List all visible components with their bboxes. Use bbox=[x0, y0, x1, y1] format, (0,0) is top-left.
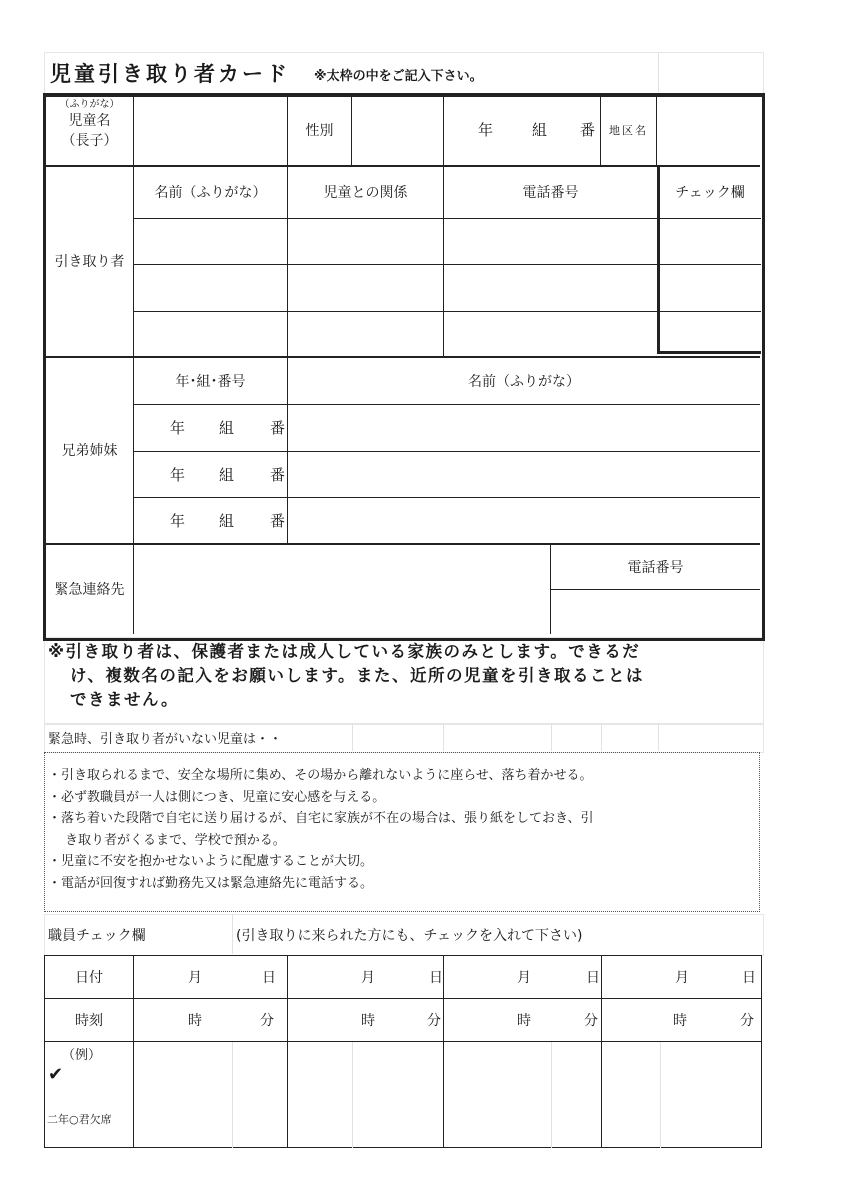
pickup-header-relation: 児童との関係 bbox=[323, 185, 408, 201]
siblings-header-class: 年･組･番号 bbox=[175, 374, 246, 390]
emergency-phone-input[interactable] bbox=[551, 590, 759, 633]
emergency-phone-label: 電話番号 bbox=[627, 560, 684, 576]
sibling-number-label: 番 bbox=[270, 511, 286, 530]
month-label: 月 bbox=[361, 970, 375, 986]
hour-label: 時 bbox=[188, 1013, 202, 1029]
sibling-class-input-3[interactable] bbox=[134, 498, 286, 542]
month-label: 月 bbox=[517, 970, 531, 986]
child-name-text: 児童名 bbox=[68, 113, 111, 129]
day-label: 日 bbox=[429, 970, 443, 986]
sibling-year-label: 年 bbox=[170, 465, 186, 484]
time-row-label: 時刻 bbox=[75, 1013, 103, 1029]
example-text: 二年○君欠席 bbox=[47, 1113, 112, 1126]
staff-check-heading: 職員チェック欄 bbox=[48, 928, 146, 944]
no-pickup-item: ・引き取られるまで、安全な場所に集め、その場から離れないように座らせ、落ち着かせる。 bbox=[48, 768, 593, 783]
sibling-number-label: 番 bbox=[270, 419, 286, 437]
pickup-check-2[interactable] bbox=[660, 265, 760, 310]
pickup-header-check: チェック欄 bbox=[675, 185, 745, 201]
district-label: 地区名 bbox=[609, 124, 648, 137]
staff-check-cell-2[interactable] bbox=[288, 1042, 442, 1147]
no-pickup-item: ・児童に不安を抱かせないように配慮することが大切。 bbox=[48, 854, 374, 869]
pickup-name-input-1[interactable] bbox=[134, 219, 286, 263]
notice-line: できません。 bbox=[70, 690, 179, 709]
class-group-label: 組 bbox=[532, 120, 548, 139]
pickup-header-phone: 電話番号 bbox=[522, 185, 579, 201]
sibling-name-input-1[interactable] bbox=[288, 405, 759, 450]
gender-label: 性別 bbox=[305, 123, 334, 139]
sibling-group-label: 組 bbox=[219, 419, 235, 437]
pickup-relation-input-3[interactable] bbox=[288, 312, 442, 355]
sibling-group-label: 組 bbox=[219, 465, 235, 484]
district-input[interactable] bbox=[657, 96, 757, 164]
notice-line: け、複数名の記入をお願いします。また、近所の児童を引き取ることは bbox=[70, 666, 645, 685]
staff-check-cell-3[interactable] bbox=[444, 1042, 600, 1147]
pickup-relation-input-2[interactable] bbox=[288, 265, 442, 310]
pickup-phone-input-3[interactable] bbox=[444, 312, 656, 355]
minute-label: 分 bbox=[260, 1013, 274, 1029]
month-label: 月 bbox=[188, 970, 202, 986]
sibling-year-label: 年 bbox=[170, 511, 186, 530]
date-row-label: 日付 bbox=[75, 970, 103, 986]
faint-divider bbox=[658, 52, 659, 92]
staff-check-cell-4[interactable] bbox=[602, 1042, 761, 1147]
emergency-contact-input[interactable] bbox=[134, 545, 549, 633]
pickup-relation-input-1[interactable] bbox=[288, 219, 442, 263]
sibling-class-input-1[interactable] bbox=[134, 405, 286, 450]
sibling-name-input-3[interactable] bbox=[288, 498, 759, 542]
sibling-group-label: 組 bbox=[219, 511, 235, 530]
pickup-header-name: 名前（ふりがな） bbox=[154, 185, 267, 201]
gender-input[interactable] bbox=[352, 96, 442, 164]
fill-instruction: ※太枠の中をご記入下さい。 bbox=[314, 68, 483, 84]
pickup-phone-input-2[interactable] bbox=[444, 265, 656, 310]
no-pickup-item: ・必ず教職員が一人は側につき、児童に安心感を与える。 bbox=[48, 789, 386, 805]
pickup-phone-input-1[interactable] bbox=[444, 219, 656, 263]
day-label: 日 bbox=[586, 970, 600, 986]
faint-divider bbox=[443, 723, 444, 751]
pickup-check-1[interactable] bbox=[660, 219, 760, 263]
minute-label: 分 bbox=[584, 1013, 598, 1029]
sibling-year-label: 年 bbox=[170, 419, 186, 437]
faint-divider bbox=[232, 914, 233, 954]
faint-divider bbox=[658, 723, 659, 751]
faint-divider bbox=[352, 723, 353, 751]
checkmark-icon: ✔ bbox=[48, 1063, 64, 1085]
no-pickup-list bbox=[48, 765, 760, 894]
siblings-row-label: 兄弟姉妹 bbox=[61, 443, 118, 459]
row-divider bbox=[44, 165, 760, 167]
no-pickup-item: ・電話が回復すれば勤務先又は緊急連絡先に電話する。 bbox=[48, 875, 374, 891]
sibling-name-input-2[interactable] bbox=[288, 452, 759, 496]
child-name-input[interactable] bbox=[134, 96, 286, 164]
sibling-number-label: 番 bbox=[270, 465, 286, 484]
hour-label: 時 bbox=[673, 1013, 687, 1029]
faint-divider bbox=[601, 723, 602, 751]
pickup-row-label: 引き取り者 bbox=[54, 254, 125, 270]
example-label: （例） bbox=[62, 1047, 102, 1063]
eldest-label: （長子） bbox=[61, 133, 118, 149]
pickup-notice bbox=[48, 640, 762, 712]
class-number-label: 番 bbox=[580, 120, 596, 139]
hour-label: 時 bbox=[517, 1013, 531, 1029]
faint-divider bbox=[551, 723, 552, 751]
no-pickup-item: ・落ち着いた段階で自宅に送り届けるが、自宅に家族が不在の場合は、張り紙をしておき、引 bbox=[48, 811, 594, 826]
staff-check-cell-1[interactable] bbox=[134, 1042, 286, 1147]
day-label: 日 bbox=[262, 970, 276, 986]
day-label: 日 bbox=[742, 970, 756, 986]
pickup-name-input-2[interactable] bbox=[134, 265, 286, 310]
sibling-class-input-2[interactable] bbox=[134, 452, 286, 496]
class-year-label: 年 bbox=[478, 120, 494, 139]
minute-label: 分 bbox=[740, 1013, 754, 1029]
child-class-input[interactable] bbox=[444, 96, 600, 164]
pickup-check-3[interactable] bbox=[660, 312, 760, 355]
child-name-label bbox=[46, 98, 133, 164]
staff-check-note: (引き取りに来られた方にも、チェックを入れて下さい) bbox=[236, 928, 583, 944]
month-label: 月 bbox=[675, 970, 689, 986]
page-title: 児童引き取り者カード bbox=[50, 62, 290, 86]
pickup-name-input-3[interactable] bbox=[134, 312, 286, 355]
furigana-label: （ふりがな） bbox=[59, 99, 120, 110]
no-pickup-item: き取り者がくるまで、学校で預かる。 bbox=[65, 832, 286, 848]
notice-line: ※引き取り者は、保護者または成人している家族のみとします。できるだ bbox=[48, 642, 641, 661]
emergency-row-label: 緊急連絡先 bbox=[54, 582, 125, 598]
hour-label: 時 bbox=[361, 1013, 375, 1029]
siblings-header-name: 名前（ふりがな） bbox=[468, 374, 580, 390]
no-pickup-heading: 緊急時、引き取り者がいない児童は・・ bbox=[48, 732, 283, 747]
minute-label: 分 bbox=[427, 1013, 441, 1029]
